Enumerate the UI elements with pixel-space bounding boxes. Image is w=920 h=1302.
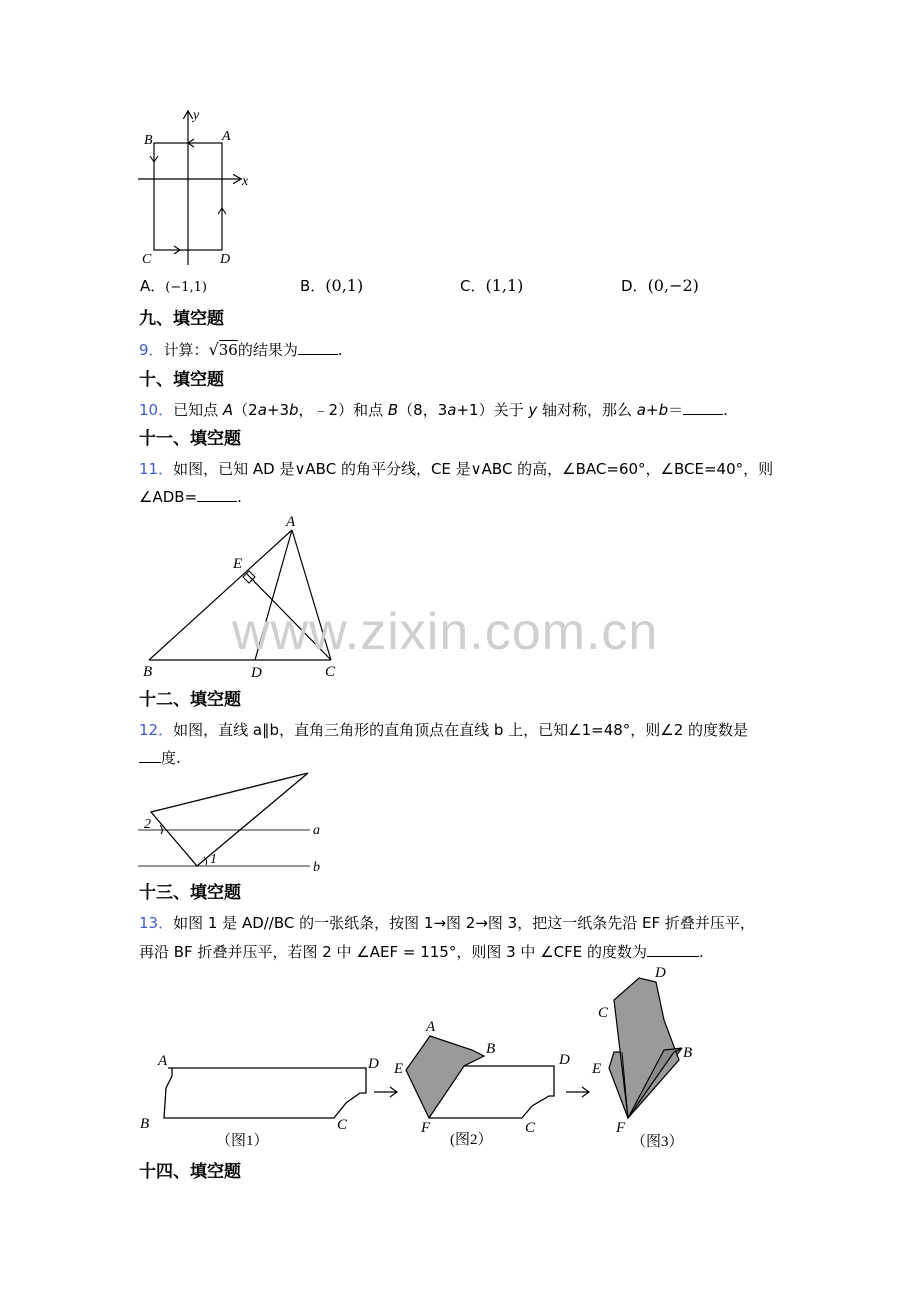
fig1-label-c: C bbox=[337, 1117, 348, 1133]
fig1-label-a: A bbox=[158, 1053, 168, 1069]
period: . bbox=[723, 401, 728, 419]
answer-blank[interactable] bbox=[647, 942, 699, 957]
question-text: 度. bbox=[161, 749, 181, 767]
fig3-label-d: D bbox=[655, 965, 666, 981]
answer-blank[interactable] bbox=[139, 748, 161, 763]
fig2-label-d: D bbox=[559, 1052, 570, 1068]
option-c bbox=[460, 276, 523, 296]
fig2-label-c: C bbox=[525, 1120, 536, 1136]
fig2-label-b: B bbox=[486, 1041, 496, 1057]
figure-3 bbox=[591, 965, 692, 1150]
fig2-caption: (图2） bbox=[450, 1132, 493, 1148]
question-number: 12． bbox=[139, 721, 174, 739]
question-text: 如图，直线 a∥b，直角三角形的直角顶点在直线 b 上，已知∠1=48°，则∠2 的度数是 bbox=[173, 721, 749, 739]
option-d bbox=[621, 276, 699, 296]
fig3-label-b: B bbox=[683, 1045, 693, 1061]
section-heading-14: 十四、填空题 bbox=[139, 1162, 241, 1182]
var-a: a bbox=[257, 401, 267, 419]
answer-blank[interactable] bbox=[298, 340, 338, 355]
text: ，﹣2）和点 bbox=[298, 401, 388, 419]
point-b-label: B bbox=[144, 133, 153, 148]
option-c-value: (1,1) bbox=[485, 276, 524, 295]
label-a: a bbox=[313, 823, 320, 838]
label-e: E bbox=[233, 556, 243, 572]
folded-part bbox=[406, 1036, 484, 1118]
question-text: 如图 1 是 AD//BC 的一张纸条，按图 1→图 2→图 3，把这一纸条先沿 EF 折叠并压平， bbox=[173, 914, 755, 932]
text: +3 bbox=[266, 401, 290, 419]
text: ＝ bbox=[668, 401, 684, 419]
answer-blank[interactable] bbox=[197, 487, 237, 502]
question-text: ∠ADB= bbox=[139, 488, 198, 506]
option-d-value: (0,−2) bbox=[647, 276, 699, 295]
section-heading-12: 十二、填空题 bbox=[139, 690, 241, 710]
angle-2-label: 2 bbox=[144, 817, 151, 832]
text: 已知点 bbox=[173, 401, 223, 419]
option-c-letter: C． bbox=[460, 277, 486, 295]
question-13-line2 bbox=[139, 942, 704, 962]
fig3-label-c: C bbox=[598, 1005, 609, 1021]
point-d-label: D bbox=[220, 252, 231, 267]
fig3-caption: （图3） bbox=[631, 1134, 684, 1150]
var-y: y bbox=[528, 401, 538, 419]
question-number: 9． bbox=[139, 341, 164, 359]
text: （2 bbox=[233, 401, 258, 419]
figure-2 bbox=[393, 1019, 570, 1148]
question-12-line1 bbox=[139, 720, 748, 740]
arrow-1-icon bbox=[374, 1087, 397, 1097]
label-b: b bbox=[313, 860, 320, 875]
fig1-caption: （图1） bbox=[216, 1133, 269, 1149]
option-a-value: (−1,1) bbox=[165, 280, 207, 295]
var-b: b bbox=[658, 401, 669, 419]
section-heading-9: 九、填空题 bbox=[139, 309, 224, 329]
arrow-2-icon bbox=[566, 1087, 589, 1097]
section-heading-13: 十三、填空题 bbox=[139, 883, 241, 903]
option-a bbox=[140, 276, 207, 298]
text: +1）关于 bbox=[456, 401, 529, 419]
option-b-letter: B． bbox=[300, 277, 326, 295]
question-9 bbox=[139, 340, 343, 360]
option-b-value: (0,1) bbox=[325, 276, 364, 295]
right-triangle bbox=[151, 773, 308, 866]
var-B: B bbox=[387, 401, 399, 419]
label-a: A bbox=[286, 514, 296, 530]
var-A: A bbox=[222, 401, 234, 419]
fig2-label-f: F bbox=[421, 1120, 431, 1136]
parallel-lines-triangle-figure bbox=[130, 768, 340, 878]
option-a-letter: A． bbox=[140, 277, 166, 295]
question-13-line1 bbox=[139, 913, 755, 933]
point-c-label: C bbox=[142, 252, 152, 267]
question-text: 再沿 BF 折叠并压平，若图 2 中 ∠AEF = 115°，则图 3 中 ∠CFE 的度数为 bbox=[139, 943, 647, 961]
question-text: 的结果为 bbox=[237, 341, 298, 359]
fig3-label-f: F bbox=[616, 1120, 626, 1136]
question-11-line2 bbox=[139, 487, 242, 507]
question-number: 13． bbox=[139, 914, 174, 932]
sqrt-symbol: √ bbox=[208, 340, 219, 359]
var-b: b bbox=[289, 401, 299, 419]
label-d: D bbox=[251, 665, 262, 680]
text: 轴对称，那么 bbox=[537, 401, 637, 419]
paper-strip-fold-figure bbox=[134, 960, 704, 1160]
label-c: C bbox=[325, 664, 336, 680]
radicand: 36 bbox=[218, 341, 238, 359]
text: （8，3 bbox=[398, 401, 448, 419]
question-10 bbox=[139, 400, 728, 420]
fig2-label-e: E bbox=[394, 1061, 404, 1077]
figure-1 bbox=[140, 1053, 379, 1149]
period: . bbox=[337, 341, 343, 359]
section-heading-11: 十一、填空题 bbox=[139, 429, 241, 449]
var-a: a bbox=[447, 401, 457, 419]
var-a: a bbox=[636, 401, 646, 419]
point-a-label: A bbox=[222, 129, 231, 144]
question-text: 如图，已知 AD 是∨ABC 的角平分线，CE 是∨ABC 的高，∠BAC=60°，∠BCE=40°，则 bbox=[173, 460, 774, 478]
x-axis-label: x bbox=[242, 174, 249, 189]
y-axis-label: y bbox=[193, 108, 200, 123]
question-number: 11． bbox=[139, 460, 174, 478]
answer-blank[interactable] bbox=[683, 400, 723, 415]
question-12-line2 bbox=[139, 748, 181, 768]
question-text: 计算： bbox=[163, 341, 209, 359]
section-heading-10: 十、填空题 bbox=[139, 370, 224, 390]
period: . bbox=[237, 488, 242, 506]
fig1-label-b: B bbox=[140, 1116, 150, 1132]
fig1-label-d: D bbox=[368, 1056, 379, 1072]
question-number: 10． bbox=[139, 401, 174, 419]
angle-1-label: 1 bbox=[210, 852, 217, 867]
label-b: B bbox=[143, 664, 153, 680]
fig2-label-a: A bbox=[426, 1019, 436, 1035]
question-11-line1 bbox=[139, 459, 773, 479]
option-b bbox=[300, 276, 363, 296]
watermark: www.zixin.com.cn bbox=[232, 603, 659, 661]
period: . bbox=[699, 943, 704, 961]
coordinate-rectangle-figure bbox=[130, 100, 270, 270]
fig3-label-e: E bbox=[592, 1061, 602, 1077]
text: + bbox=[645, 401, 659, 419]
option-d-letter: D． bbox=[621, 277, 648, 295]
